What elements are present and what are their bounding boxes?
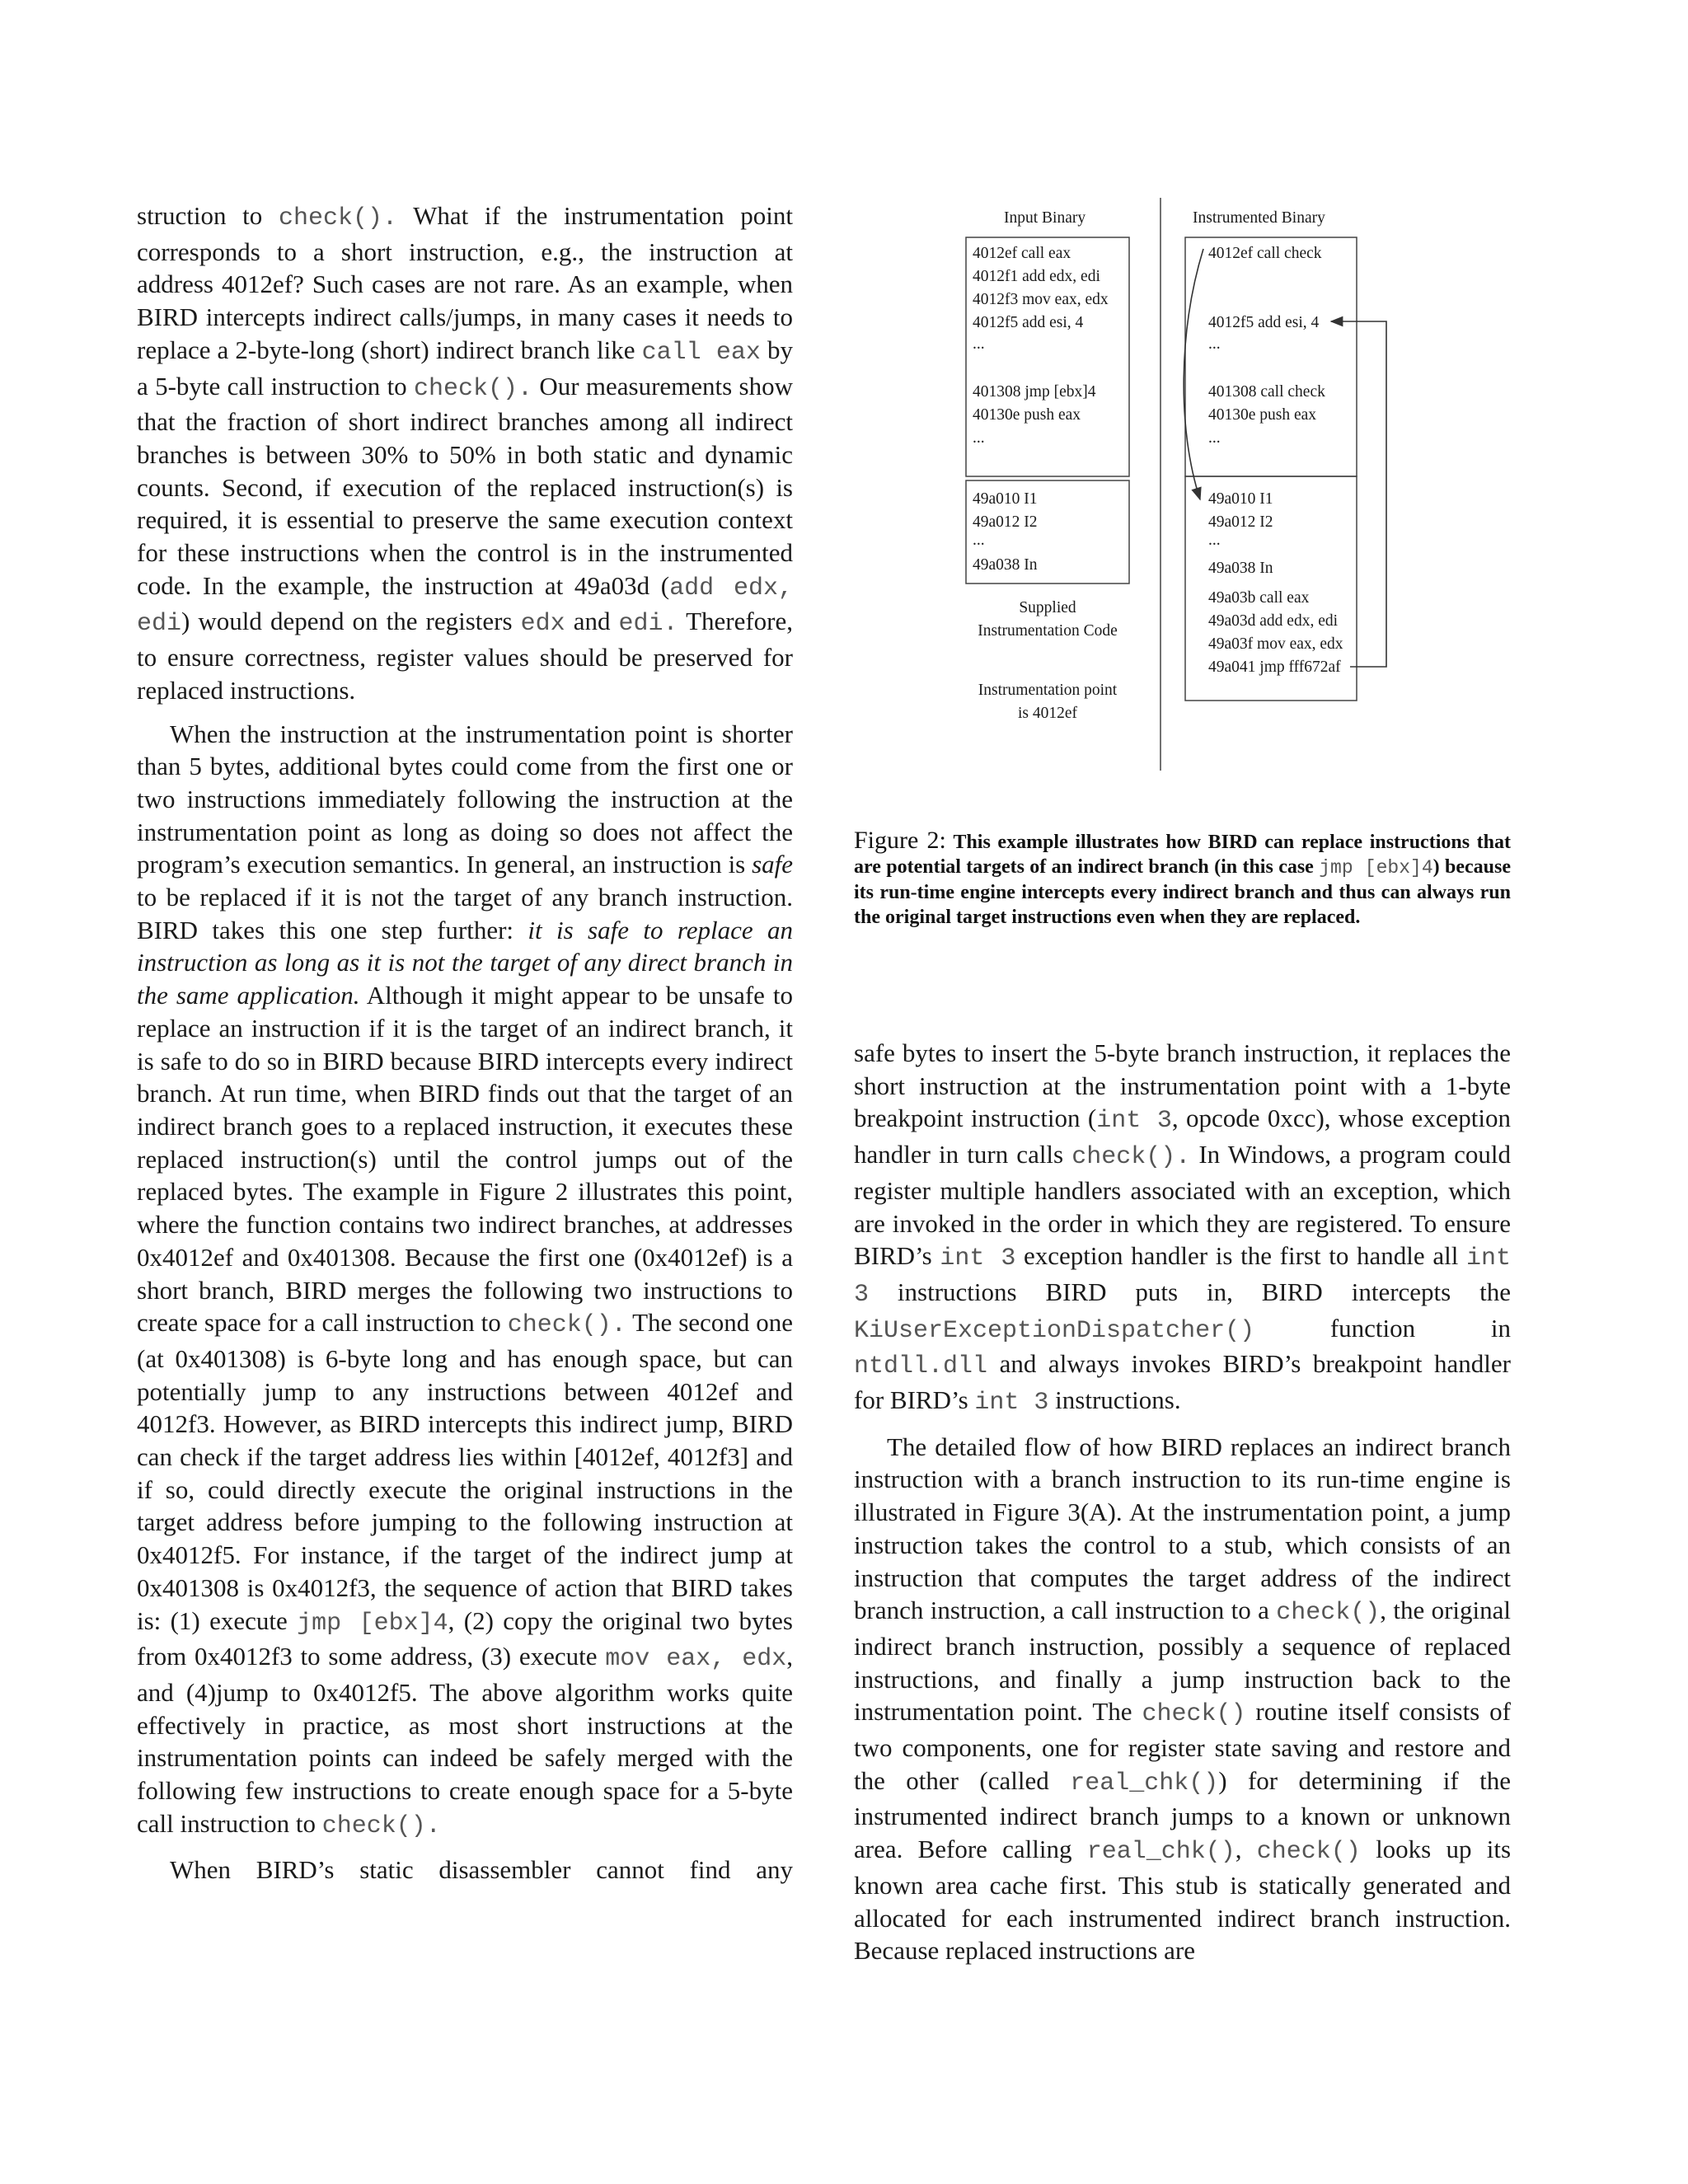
text-run: When the instruction at the instrumentation point is shorter than 5 bytes, additional bytes could come from the first one or two instructions immediately following the instruction at the instrumentation point as long as doing so does not affect the program’s execution semantics. In general, an instruction is: [137, 719, 793, 879]
code-real-chk: real_chk(): [1070, 1769, 1219, 1797]
stub-line: 49a03f mov eax, edx: [1208, 635, 1343, 653]
input-line: 4012f3 mov eax, edx: [973, 291, 1109, 308]
input-binary-header: Input Binary: [1004, 209, 1086, 227]
supplied-line: 49a012 I2: [973, 513, 1038, 531]
text-run: to be replaced if it is not the target of any branch instruction. BIRD takes this one step further:: [137, 883, 793, 944]
right-paragraph-1: [854, 1037, 1511, 1420]
instrumented-line: 4012f5 add esi, 4: [1208, 314, 1320, 331]
input-line: 40130e push eax: [973, 406, 1081, 424]
right-paragraph-2: [854, 1431, 1511, 1967]
code-real-chk: real_chk(): [1086, 1838, 1236, 1867]
code-int3: int 3: [974, 1389, 1049, 1418]
input-line: ...: [973, 429, 985, 447]
text-run: exception handler is the first to handle all: [1015, 1241, 1466, 1271]
instrumented-binary-header: Instrumented Binary: [1193, 209, 1325, 227]
code-check: check(): [1276, 1599, 1381, 1628]
code-int3: int 3: [940, 1244, 1016, 1273]
instrumented-line: 401308 call check: [1208, 383, 1325, 401]
stub-line: 49a038 In: [1208, 560, 1273, 577]
code-check: check(): [1142, 1700, 1246, 1729]
stub-line: 49a03d add edx, edi: [1208, 612, 1339, 630]
code-kiuser: KiUserExceptionDispatcher(): [854, 1316, 1255, 1345]
code-jmp-ebx: jmp [ebx]4: [297, 1609, 448, 1638]
left-paragraph-2: [137, 718, 793, 1844]
caption-text: This example illustrates how BIRD can replace instructions that are potential targets of an indirect branch (in this case: [854, 832, 1512, 878]
text-run: , the original indirect branch instruction, possibly a sequence of replaced instructions, and finally a jump instruction back to the instrumentation point. The: [854, 1596, 1511, 1727]
instrumented-line: 40130e push eax: [1208, 406, 1317, 424]
text-run: struction to: [137, 201, 279, 230]
text-run: , (2) copy the original two bytes from 0x4012f3 to some address, (3) execute: [137, 1605, 793, 1671]
text-run: In Windows, a program could register multiple handlers associated with an exception, which are invoked in the order in which they are registered. To ensure BIRD’s: [854, 1140, 1511, 1271]
supplied-label: Instrumentation Code: [978, 622, 1118, 640]
text-run: ,: [1235, 1835, 1257, 1864]
code-check: check(): [1256, 1838, 1361, 1867]
figure-caption: [854, 828, 1511, 930]
emphasis-statement: it is safe to replace an instruction as long as it is not the target of any direct branch in the same application.: [137, 915, 793, 1010]
supplied-label: Supplied: [1019, 599, 1076, 616]
input-line: 4012f5 add esi, 4: [973, 314, 1084, 331]
code-check: check().: [278, 204, 397, 232]
text-run: Our measurements show that the fraction of short indirect branches among all indirect branches is between 30% to 50% in both static and dynamic counts. Second, if execution of the replaced instruction(s) is required, it is essential to preserve the same execution context for these instructions when the control is in the instrumented code. In the example, the instruction at 49a03d (: [137, 371, 793, 600]
text-run: instructions.: [1048, 1385, 1181, 1415]
text-run: looks up its known area cache first. This stub is statically generated and allocated for each instrumented indirect branch instruction. Because replaced instructions are: [854, 1835, 1512, 1966]
code-int3: int 3: [1096, 1107, 1172, 1136]
caption-code: jmp [ebx]4: [1319, 857, 1433, 879]
instrumented-line: 4012ef call check: [1208, 245, 1322, 262]
caption-label: Figure 2:: [854, 827, 946, 854]
instrumented-line: ...: [1208, 429, 1221, 447]
text-run: , and (4)jump to 0x4012f5. The above algorithm works quite effectively in practice, as most short instructions at the instrumentation points can indeed be safely merged with the following few instructions to create enough space for a 5-byte call instruction to: [137, 1642, 793, 1838]
text-run: Although it might appear to be unsafe to replace an instruction if it is the target of an indirect branch, it is safe to do so in BIRD because BIRD intercepts every indirect branch. At run time, when BIRD finds out that the target of an indirect branch goes to a replaced instruction, it executes these replaced instruction(s) until the control jumps out of the replaced bytes. The example in Figure 2 illustrates this point, where the function contains two indirect branches, at addresses 0x4012ef and 0x401308. Because the first one (0x4012ef) is a short branch, BIRD merges the following two instructions to create space for a call instruction to: [137, 981, 793, 1338]
figure-2: [956, 198, 1500, 775]
code-int3: int 3: [854, 1244, 1512, 1309]
input-line: 401308 jmp [ebx]4: [973, 383, 1096, 401]
supplied-line: 49a038 In: [973, 556, 1038, 574]
return-arrow: [1331, 321, 1386, 667]
text-run: by a 5-byte call instruction to: [137, 335, 793, 401]
text-run: The second one (at 0x401308) is 6-byte long and has enough space, but can potentially jump to any instructions between 4012ef and 4012f3. However, as BIRD intercepts this indirect jump, BIRD can check if the target address lies within [4012ef, 4012f3] and if so, could directly execute the original instructions in the target address before jumping to the following instruction at 0x4012f5. For instance, if the target of the indirect jump at 0x401308 is 0x4012f3, the sequence of action that BIRD takes is: (1) execute: [137, 1308, 793, 1635]
code-mov-eax-edx: mov eax, edx: [605, 1645, 787, 1674]
text-run: instructions BIRD puts in, BIRD intercepts the: [869, 1277, 1511, 1306]
code-add-edx-edi: add edx, edi: [137, 574, 793, 639]
stub-line: 49a041 jmp fff672af: [1208, 658, 1341, 676]
text-run: , opcode 0xcc), whose exception handler in turn calls: [854, 1104, 1511, 1169]
left-column: [137, 199, 793, 1886]
code-edi: edi.: [618, 610, 678, 639]
input-line: ...: [973, 335, 985, 353]
stub-line: 49a010 I1: [1208, 490, 1273, 508]
stub-line: ...: [1208, 532, 1221, 549]
text-run: ) for determining if the instrumented indirect branch jumps to a known or unknown area. Before calling: [854, 1765, 1511, 1864]
stub-line: 49a012 I2: [1208, 513, 1273, 531]
code-check: check().: [414, 374, 533, 403]
instrumentation-point-label: is 4012ef: [1017, 705, 1078, 722]
left-paragraph-1: [137, 199, 793, 707]
text-run: What if the instrumentation point corresponds to a short instruction, e.g., the instruction at address 4012ef? Such cases are not rare. As an example, when BIRD intercepts indirect calls/jumps, in many cases it needs to replace a 2-byte-long (short) indirect branch like: [137, 201, 793, 364]
right-column: [854, 1037, 1511, 1967]
emphasis-safe: safe: [752, 850, 793, 879]
instrumentation-point-label: Instrumentation point: [978, 682, 1118, 699]
code-check: check().: [507, 1311, 626, 1340]
input-line: 4012ef call eax: [973, 245, 1071, 262]
stub-line: 49a03b call eax: [1208, 589, 1310, 607]
left-paragraph-3: When BIRD’s static disassembler cannot find any: [170, 1855, 793, 1885]
code-edx: edx: [520, 610, 565, 639]
call-arrow: [1184, 249, 1203, 499]
figure-diagram: [956, 198, 1500, 775]
text-run: Therefore, to ensure correctness, register values should be preserved for replaced instructions.: [137, 607, 794, 705]
text-run: and: [565, 607, 619, 636]
code-check: check().: [321, 1811, 441, 1840]
caption-text: ) because its run-time engine intercepts every indirect branch and thus can always run the original target instructions even when they are replaced.: [854, 856, 1511, 928]
instrumented-line: ...: [1208, 335, 1221, 353]
text-run: and always invokes BIRD’s breakpoint handler for BIRD’s: [854, 1349, 1511, 1415]
text-run: function in: [1254, 1313, 1511, 1343]
code-check: check().: [1071, 1143, 1191, 1172]
supplied-line: 49a010 I1: [973, 490, 1038, 508]
input-line: 4012f1 add edx, edi: [973, 268, 1100, 285]
code-ntdll: ntdll.dll: [854, 1352, 988, 1381]
text-run: routine itself consists of two components, one for register state saving and restore and the other (called: [854, 1697, 1511, 1795]
code-call-eax: call eax: [641, 338, 761, 367]
text-run: ) would depend on the registers: [181, 607, 521, 636]
text-run: safe bytes to insert the 5-byte branch instruction, it replaces the short instruction at the instrumentation point with a 1-byte breakpoint instruction (: [854, 1038, 1511, 1133]
text-run: The detailed flow of how BIRD replaces an indirect branch instruction with a branch instruction to its run-time engine is illustrated in Figure 3(A). At the instrumentation point, a jump instruction takes the control to a stub, which consists of an instruction that computes the target address of the indirect branch instruction, a call instruction to a: [854, 1432, 1511, 1625]
supplied-line: ...: [973, 532, 985, 549]
